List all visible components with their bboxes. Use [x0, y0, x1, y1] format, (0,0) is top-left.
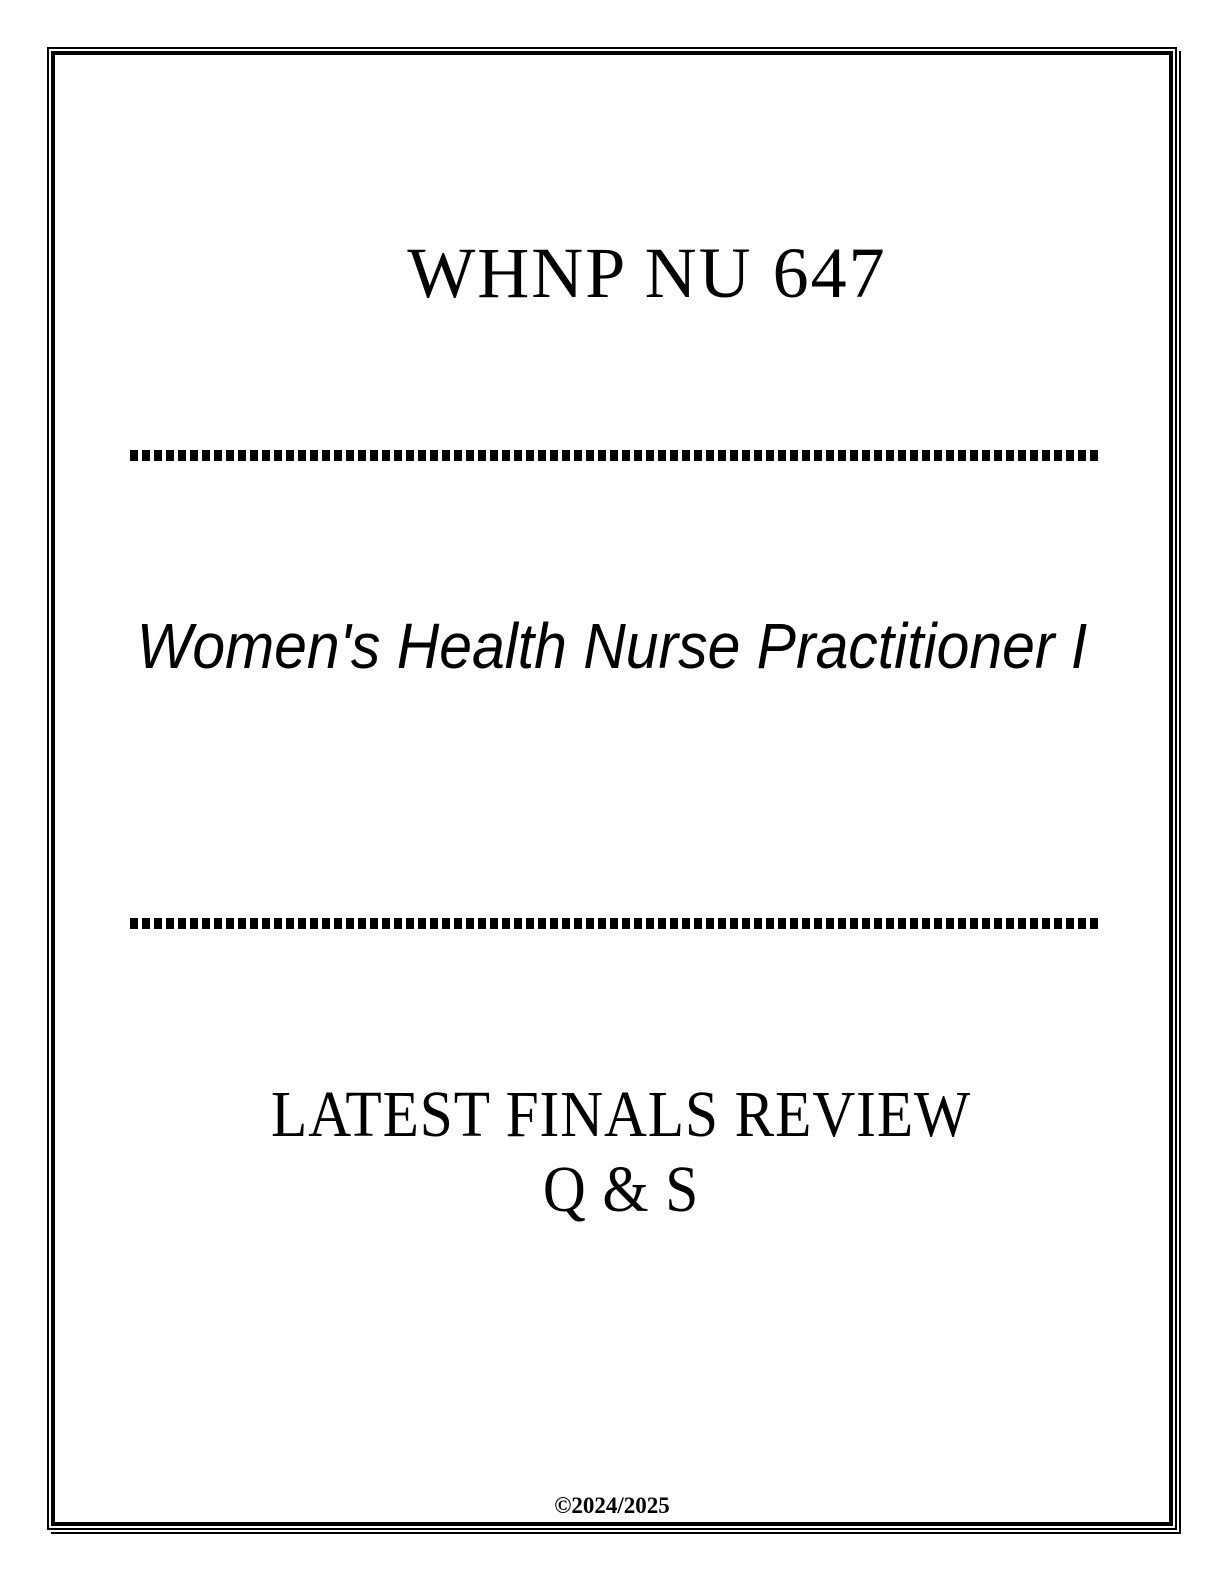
copyright-notice: ©2024/2025: [554, 1493, 670, 1518]
review-title-line1: LATEST FINALS REVIEW: [271, 1078, 971, 1151]
dotted-separator-bottom: [130, 918, 1102, 929]
review-title-block: [61, 1077, 1163, 1227]
review-title-line2: Q & S: [542, 1153, 700, 1226]
course-title-subtitle: Women's Health Nurse Practitioner I: [136, 610, 1088, 682]
dotted-separator-top: [130, 450, 1102, 461]
course-code-heading: WHNP NU 647: [407, 233, 887, 313]
